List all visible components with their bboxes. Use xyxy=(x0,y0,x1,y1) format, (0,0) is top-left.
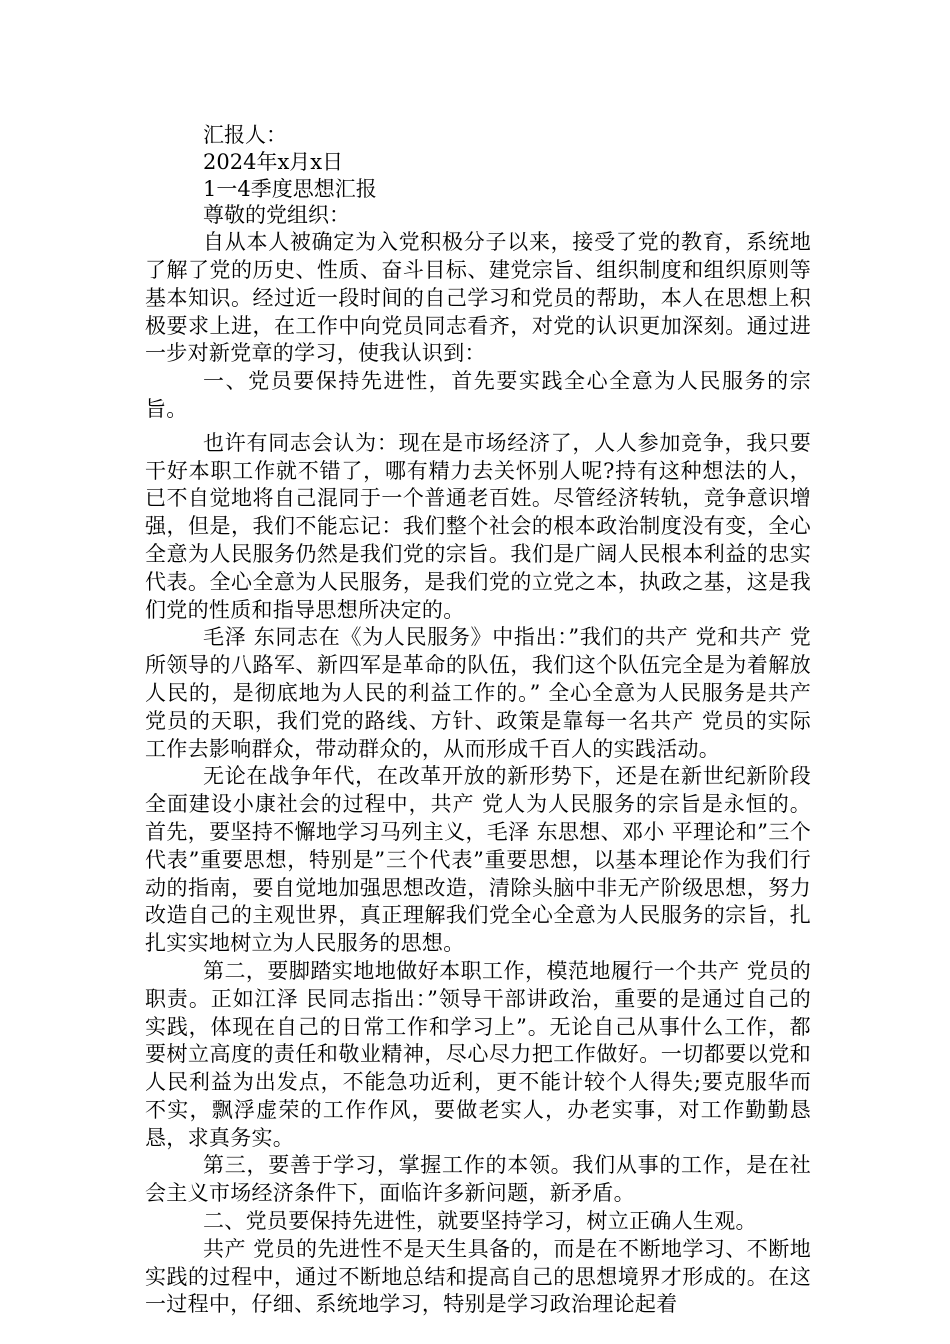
heading-point-two: 二、党员要保持先进性，就要坚持学习，树立正确人生观。 xyxy=(203,1209,757,1234)
report-date: 2024年x月x日 xyxy=(203,149,344,174)
paragraph-serve-people-quote: 毛泽 东同志在《为人民服务》中指出：”我们的共产 党和共产 党所领导的八路军、新四军是革命的队伍，我们这个队伍完全是为着解放人民的，是彻底地为人民的利益工作的。” 全心全意为人民服务是共产 党员的天职，我们党的路线、方针、政策是靠每一名共产 党员的实际工作去影响群众，带动群众的，从而形成千百人的实践活动。 xyxy=(145,625,811,761)
paragraph-market-economy: 也许有同志会认为：现在是市场经济了，人人参加竞争，我只要干好本职工作就不错了，哪有精力去关怀别人呢?持有这种想法的人，已不自觉地将自己混同于一个普通老百姓。尽管经济转轨，竞争意识增强，但是，我们不能忘记：我们整个社会的根本政治制度没有变，全心全意为人民服务仍然是我们党的宗旨。我们是广阔人民根本利益的忠实代表。全心全意为人民服务，是我们党的立党之本，执政之基，这是我们党的性质和指导思想所决定的。 xyxy=(145,430,811,622)
salutation: 尊敬的党组织： xyxy=(203,203,350,228)
paragraph-second-duty: 第二，要脚踏实地地做好本职工作，模范地履行一个共产 党员的职责。正如江泽 民同志指出：”领导干部讲政治，重要的是通过自己的实践，体现在自己的日常工作和学习上”。无论自己从事什么工作，都要树立高度的责任和敬业精神，尽心尽力把工作做好。一切都要以党和人民利益为出发点，不能急功近利，更不能计较个人得失;要克服华而不实，飘浮虚荣的工作作风，要做老实人，办老实事，对工作勤勤恳恳，求真务实。 xyxy=(145,958,811,1150)
document-page xyxy=(145,122,811,1319)
paragraph-advanced-nature: 共产 党员的先进性不是天生具备的，而是在不断地学习、不断地实践的过程中，通过不断地总结和提高自己的思想境界才形成的。在这一过程中，仔细、系统地学习，特别是学习政治理论起着 xyxy=(145,1236,811,1317)
paragraph-eternal-purpose: 无论在战争年代，在改革开放的新形势下，还是在新世纪新阶段全面建设小康社会的过程中，共产 党人为人民服务的宗旨是永恒的。首先，要坚持不懈地学习马列主义，毛泽 东思想、邓小 平理论和”三个代表”重要思想，特别是”三个代表”重要思想，以基本理论作为我们行动的指南，要自觉地加强思想改造，清除头脑中非无产阶级思想，努力改造自己的主观世界，真正理解我们党全心全意为人民服务的宗旨，扎扎实实地树立为人民服务的思想。 xyxy=(145,764,811,956)
paragraph-third-learning: 第三，要善于学习，掌握工作的本领。我们从事的工作，是在社会主义市场经济条件下，面临许多新问题，新矛盾。 xyxy=(145,1153,811,1206)
report-title: 1一4季度思想汇报 xyxy=(203,176,377,201)
paragraph-intro: 自从本人被确定为入党积极分子以来，接受了党的教育，系统地了解了党的历史、性质、奋斗目标、建党宗旨、组织制度和组织原则等基本知识。经过近一段时间的自己学习和党员的帮助，本人在思想上积极要求上进，在工作中向党员同志看齐，对党的认识更加深刻。通过进一步对新党章的学习，使我认识到： xyxy=(145,230,811,366)
heading-point-one: 一、党员要保持先进性，首先要实践全心全意为人民服务的宗旨。 xyxy=(145,369,811,421)
reporter-label: 汇报人： xyxy=(203,123,287,147)
